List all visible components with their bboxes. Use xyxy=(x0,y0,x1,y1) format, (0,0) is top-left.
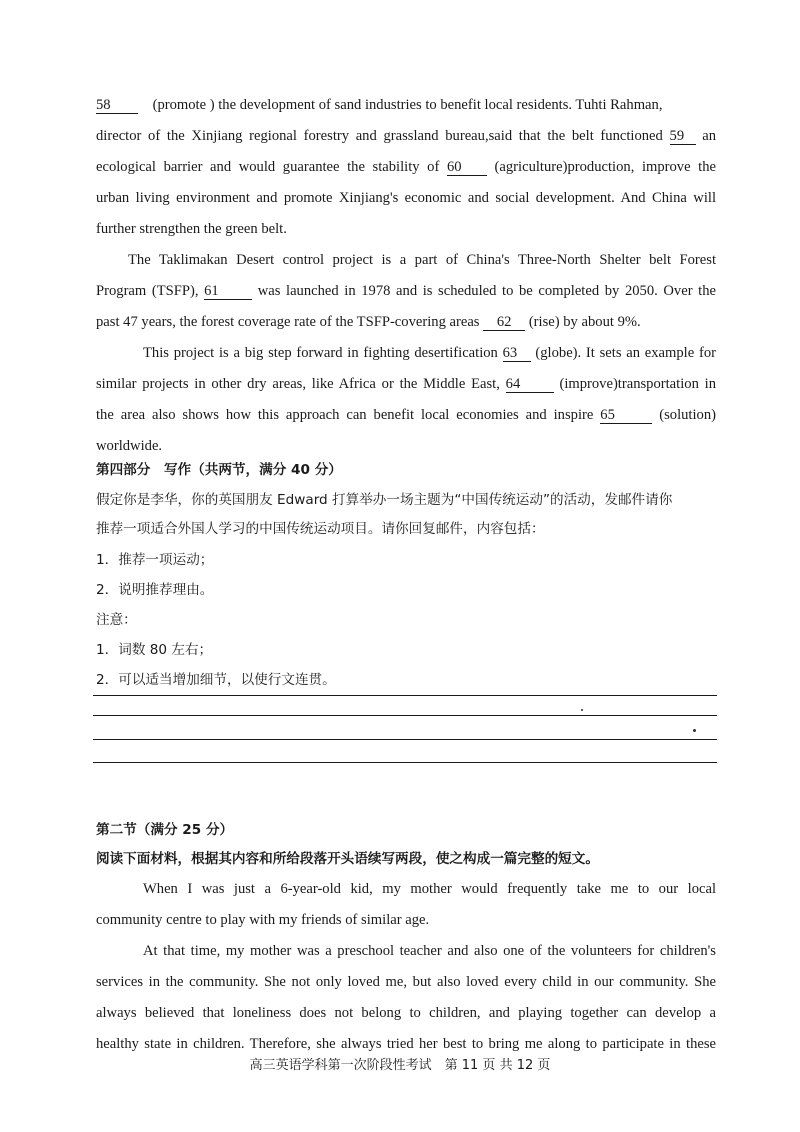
passage-line xyxy=(96,405,716,425)
answer-line[interactable] xyxy=(93,739,717,740)
passage-text: (solution) xyxy=(659,407,716,423)
blank-59: 59 xyxy=(670,128,696,145)
section-heading: 第四部分 写作（共两节，满分 40 分） xyxy=(96,462,342,478)
blank-63: 63 xyxy=(503,345,531,362)
passage-text: director of the Xinjiang regional forestry and grassland bureau,said that the belt functioned xyxy=(96,128,663,144)
passage-text: past 47 years, the forest coverage rate of the TSFP-covering areas xyxy=(96,314,480,330)
passage-text: an xyxy=(702,128,716,144)
blank-60: 60 xyxy=(447,159,487,176)
passage-line: healthy state in children. Therefore, she always tried her best to bring me along to participate in these xyxy=(96,1036,716,1052)
blank-64: 64 xyxy=(506,376,554,393)
ink-speck xyxy=(693,729,696,732)
passage-line: always believed that loneliness does not belong to children, and playing together can develop a xyxy=(96,1005,716,1021)
passage-text: was launched in 1978 and is scheduled to be completed by 2050. Over the xyxy=(257,283,716,299)
passage-line: worldwide. xyxy=(96,438,163,454)
passage-line xyxy=(143,343,716,363)
passage-text: (promote ) the development of sand industries to benefit local residents. Tuhti Rahman, xyxy=(138,97,663,113)
passage-line: At that time, my mother was a preschool teacher and also one of the volunteers for children's xyxy=(143,943,716,959)
answer-line[interactable] xyxy=(93,695,717,696)
section-heading: 第二节（满分 25 分） xyxy=(96,822,234,838)
requirement-item: 1．推荐一项运动； xyxy=(96,552,214,568)
passage-text: the area also shows how this approach can benefit local economies and inspire xyxy=(96,407,594,423)
note-item: 2．可以适当增加细节，以使行文连贯。 xyxy=(96,672,336,688)
note-item: 1．词数 80 左右； xyxy=(96,642,213,658)
writing-prompt: 假定你是李华，你的英国朋友 Edward 打算举办一场主题为“中国传统运动”的活动，发邮件请你 xyxy=(96,492,673,508)
writing-prompt: 推荐一项适合外国人学习的中国传统运动项目。请你回复邮件，内容包括： xyxy=(96,521,545,537)
passage-line xyxy=(96,312,716,332)
passage-text: (improve)transportation in xyxy=(559,376,716,392)
page-footer: 高三英语学科第一次阶段性考试 第 11 页 共 12 页 xyxy=(249,1058,551,1073)
passage-text: Program (TSFP), xyxy=(96,283,199,299)
ink-speck xyxy=(581,709,583,711)
passage-line: further strengthen the green belt. xyxy=(96,221,287,237)
passage-line xyxy=(96,157,716,177)
passage-text: (globe). It sets an example for xyxy=(535,345,716,361)
blank-65: 65 xyxy=(600,407,652,424)
blank-58: 58 xyxy=(96,97,138,114)
passage-text: (agriculture)production, improve the xyxy=(494,159,717,175)
passage-line xyxy=(96,281,716,301)
note-label: 注意： xyxy=(96,612,137,628)
passage-line: urban living environment and promote Xinjiang's economic and social development. And China will xyxy=(96,190,716,206)
passage-text: This project is a big step forward in fighting desertification xyxy=(143,345,498,361)
answer-line[interactable] xyxy=(93,715,717,716)
passage-line: When I was just a 6-year-old kid, my mother would frequently take me to our local xyxy=(143,881,716,897)
passage-text: (rise) by about 9%. xyxy=(528,314,641,330)
passage-line: community centre to play with my friends of similar age. xyxy=(96,912,430,928)
passage-line: services in the community. She not only loved me, but also loved every child in our community. She xyxy=(96,974,716,990)
passage-line xyxy=(96,374,716,394)
section-instruction: 阅读下面材料，根据其内容和所给段落开头语续写两段，使之构成一篇完整的短文。 xyxy=(96,851,599,867)
blank-62: 62 xyxy=(483,314,525,331)
passage-text: ecological barrier and would guarantee the stability of xyxy=(96,159,440,175)
passage-line xyxy=(96,95,716,115)
requirement-item: 2．说明推荐理由。 xyxy=(96,582,214,598)
passage-text: similar projects in other dry areas, like Africa or the Middle East, xyxy=(96,376,500,392)
blank-61: 61 xyxy=(204,283,252,300)
passage-line: The Taklimakan Desert control project is a part of China's Three-North Shelter belt Forest xyxy=(128,252,716,268)
answer-line[interactable] xyxy=(93,762,717,763)
passage-line xyxy=(96,126,716,146)
